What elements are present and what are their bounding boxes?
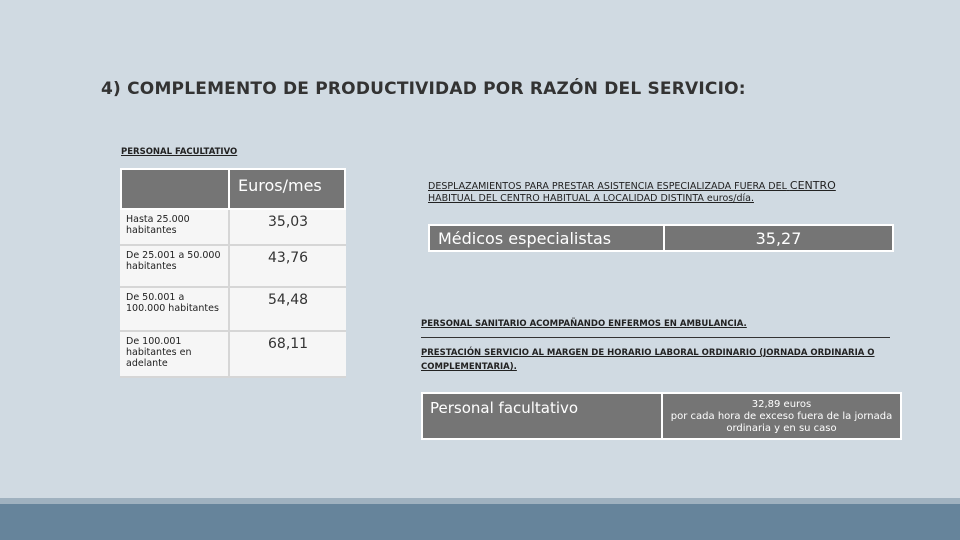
personal-facultativo-subhead: PERSONAL FACULTATIVO — [121, 147, 238, 157]
prestacion-text: PRESTACIÓN SERVICIO AL MARGEN DE HORARIO LABORAL ORDINARIO (JORNADA ORDINARIA O COMPLEMENTARIA). — [421, 348, 875, 372]
personal-sanitario-subhead: PERSONAL SANITARIO ACOMPAÑANDO ENFERMOS EN AMBULANCIA. — [421, 319, 747, 329]
medicos-label: Médicos especialistas — [430, 226, 665, 250]
footer-bar — [0, 504, 960, 540]
table-row — [120, 288, 346, 332]
euros-mes-table — [120, 168, 346, 378]
table-row — [120, 332, 346, 378]
row-label: De 50.001 a 100.000 habitantes — [120, 288, 230, 330]
desplazamientos-text — [428, 180, 894, 205]
table-header — [120, 168, 346, 210]
row-label: Hasta 25.000 habitantes — [120, 210, 230, 244]
facultativo-note: por cada hora de exceso fuera de la jornada ordinaria y en su caso — [670, 411, 893, 434]
medicos-especialistas-box — [428, 224, 894, 252]
row-label: De 100.001 habitantes en adelante — [120, 332, 230, 376]
facultativo-label: Personal facultativo — [423, 394, 663, 438]
row-value: 43,76 — [268, 250, 309, 266]
personal-facultativo-box — [421, 392, 902, 440]
header-blank-cell — [120, 168, 230, 210]
table-row — [120, 210, 346, 246]
row-label: De 25.001 a 50.000 habitantes — [120, 246, 230, 286]
facultativo-amount: 32,89 euros — [751, 399, 812, 410]
row-value: 68,11 — [268, 336, 309, 352]
row-value: 35,03 — [268, 214, 309, 230]
desplazamientos-line-b: HABITUAL DEL CENTRO HABITUAL A LOCALIDAD DISTINTA euros/día. — [428, 193, 754, 204]
divider — [421, 337, 890, 338]
desplazamientos-centro: CENTRO — [789, 179, 836, 192]
page-title: 4) COMPLEMENTO DE PRODUCTIVIDAD POR RAZÓN DEL SERVICIO: — [101, 79, 746, 99]
row-value: 54,48 — [268, 292, 309, 308]
facultativo-value — [663, 394, 900, 438]
table-row — [120, 246, 346, 288]
desplazamientos-line-a: DESPLAZAMIENTOS PARA PRESTAR ASISTENCIA ESPECIALIZADA FUERA DEL — [428, 181, 787, 192]
medicos-value: 35,27 — [755, 229, 802, 248]
euros-mes-header: Euros/mes — [230, 168, 346, 210]
